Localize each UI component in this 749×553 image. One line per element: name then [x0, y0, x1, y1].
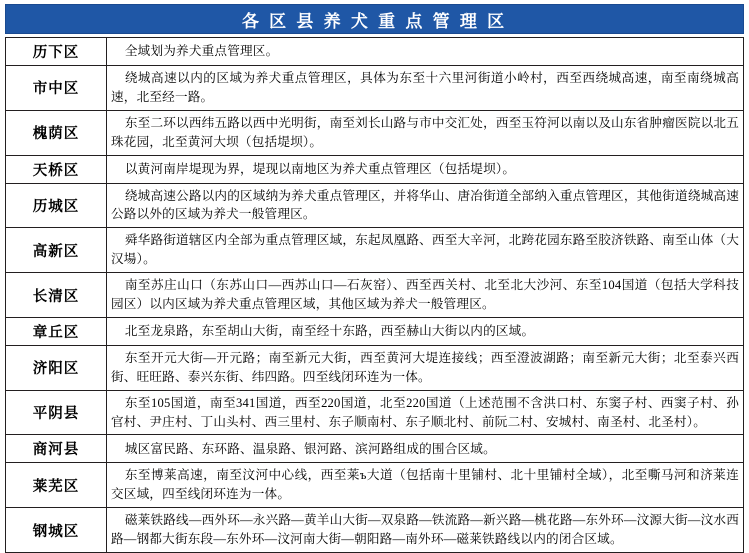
area-description-cell	[107, 390, 744, 435]
area-description-cell	[107, 345, 744, 390]
area-name-cell: 济阳区	[6, 345, 107, 390]
table-row	[6, 183, 744, 228]
table-row	[6, 508, 744, 553]
page-title: 各 区 县 养 犬 重 点 管 理 区	[241, 11, 508, 31]
area-name-cell: 槐荫区	[6, 110, 107, 155]
area-description-text: 绕城高速公路以内的区域纳为养犬重点管理区，并将华山、唐冶街道全部纳入重点管理区，其他街道绕城高速公路以外的区域为养犬一般管理区。	[111, 188, 739, 222]
table-row	[6, 110, 744, 155]
area-description-cell	[107, 183, 744, 228]
area-description-cell	[107, 317, 744, 345]
area-name-cell: 天桥区	[6, 155, 107, 183]
area-description-text: 东至105国道，南至341国道，西至220国道，北至220国道（上述范围不含洪口村、东窦子村、西窦子村、孙官村、尹庄村、丁山头村、西三里村、东子顺南村、东子顺北村、前阮二村、安城村、南圣村、北圣村）。	[111, 395, 739, 429]
area-description-cell	[107, 435, 744, 463]
table-row	[6, 463, 744, 508]
table-row	[6, 345, 744, 390]
area-description-text: 东至博莱高速，南至汶河中心线，西至莱ъ大道（包括南十里铺村、北十里铺村全域），北至嘶马河和济莱连交区域，四至线闭环连为一体。	[111, 468, 739, 502]
table-row	[6, 435, 744, 463]
area-description-cell	[107, 228, 744, 273]
table-row	[6, 317, 744, 345]
area-description-text: 南至苏庄山口（东苏山口—西苏山口—石灰窑）、西至西关村、北至北大沙河、东至104国道（包括大学科技园区）以内区域为养犬重点管理区域，其他区域为养犬一般管理区。	[111, 278, 739, 312]
area-description-text: 以黄河南岸堤现为界，堤现以南地区为养犬重点管理区（包括堤坝）。	[124, 161, 516, 176]
area-description-text: 全域划为养犬重点管理区。	[124, 44, 279, 59]
area-description-cell	[107, 38, 744, 66]
table-row	[6, 390, 744, 435]
area-name-cell: 商河县	[6, 435, 107, 463]
area-name-cell: 高新区	[6, 228, 107, 273]
table-row	[6, 228, 744, 273]
table-row	[6, 38, 744, 66]
area-description-text: 城区富民路、东环路、温泉路、银河路、滨河路组成的围合区域。	[124, 441, 496, 456]
area-description-text: 绕城高速以内的区域为养犬重点管理区，具体为东至十六里河街道小岭村，西至西绕城高速，南至南绕城高速，北至经一路。	[111, 71, 739, 104]
area-name-cell: 平阴县	[6, 390, 107, 435]
document-title-bar	[5, 4, 744, 34]
area-name-cell: 历下区	[6, 38, 107, 66]
area-description-text: 舜华路街道辖区内全部为重点管理区域，东起凤凰路、西至大辛河，北跨花园东路至胶济铁路、南至山体（大汉場）。	[111, 233, 739, 267]
area-description-cell	[107, 66, 744, 111]
area-name-cell: 莱芜区	[6, 463, 107, 508]
area-name-cell: 历城区	[6, 183, 107, 228]
table-row	[6, 66, 744, 111]
document-page	[0, 4, 749, 553]
area-description-cell	[107, 463, 744, 508]
regulation-table	[5, 37, 744, 553]
area-description-text: 磁莱铁路线—西外环—永兴路—黄羊山大街—双泉路—铁流路—新兴路—桃花路—东外环—汶源大街—汶水西路—钢都大街东段—东外环—汶河南大街—朝阳路—南外环—磁莱铁路线以内的闭合区域。	[111, 513, 739, 547]
table-row	[6, 155, 744, 183]
area-description-text: 东至开元大街—开元路；南至新元大街，西至黄河大堤连接线；西至澄波湖路；南至新元大街；北至泰兴西街、旺旺路、泰兴东街、纬四路。四至线闭环连为一体。	[111, 350, 739, 384]
area-description-text: 东至二环以西纬五路以西中光明街，南至刘长山路与市中交汇处，西至玉符河以南以及山东省肿瘤医院以北五珠花园，北至黄河大坝（包括堤坝）。	[111, 115, 739, 149]
area-description-cell	[107, 110, 744, 155]
area-description-cell	[107, 273, 744, 318]
area-name-cell: 章丘区	[6, 317, 107, 345]
table-row	[6, 273, 744, 318]
area-description-cell	[107, 508, 744, 553]
area-description-cell	[107, 155, 744, 183]
area-name-cell: 钢城区	[6, 508, 107, 553]
area-name-cell: 市中区	[6, 66, 107, 111]
area-description-text: 北至龙泉路，东至胡山大街，南至经十东路，西至赫山大街以内的区域。	[124, 323, 535, 338]
table-body	[6, 38, 744, 553]
area-name-cell: 长清区	[6, 273, 107, 318]
